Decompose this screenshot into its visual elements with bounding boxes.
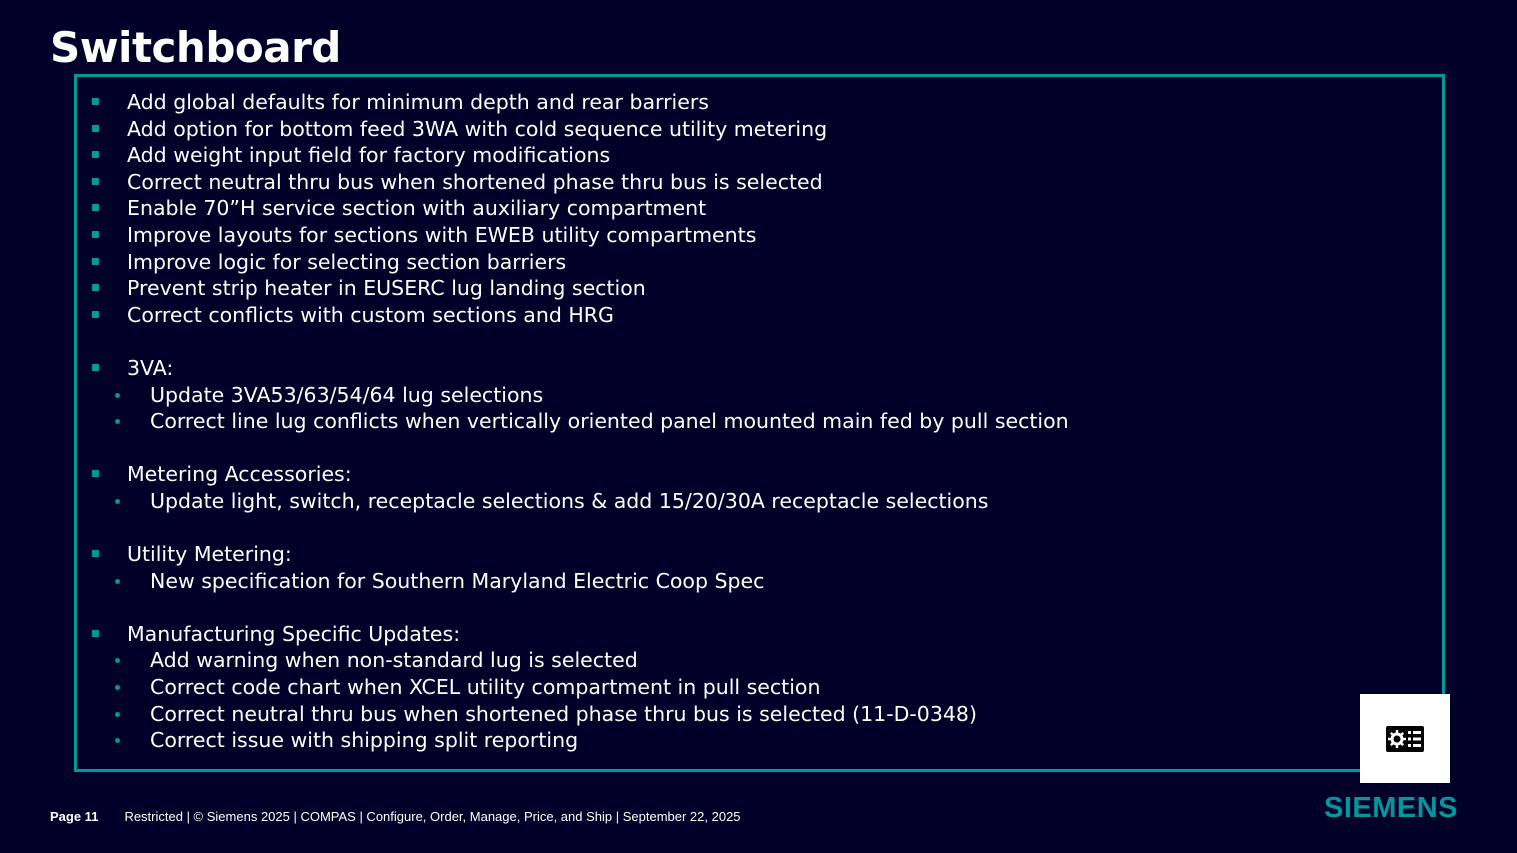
square-bullet-icon xyxy=(92,125,99,132)
list-item-text: Add warning when non-standard lug is selected xyxy=(150,648,638,673)
dot-bullet-icon xyxy=(115,738,120,743)
list-item-text: Correct line lug conflicts when vertically oriented panel mounted main fed by pull section xyxy=(150,409,1069,434)
list-item-text: Prevent strip heater in EUSERC lug landing section xyxy=(127,276,646,301)
list-item-text: Correct neutral thru bus when shortened phase thru bus is selected (11-D-0348) xyxy=(150,701,977,726)
list-item xyxy=(77,355,1442,382)
list-item-text: Add weight input field for factory modifications xyxy=(127,143,611,168)
square-bullet-icon xyxy=(92,470,99,477)
footer xyxy=(50,809,741,824)
list-item-text: Correct issue with shipping split reporting xyxy=(150,728,579,753)
dot-bullet-icon xyxy=(115,712,120,717)
settings-list-icon xyxy=(1386,726,1424,752)
square-bullet-icon xyxy=(92,178,99,185)
list-item xyxy=(77,222,1442,249)
list-item-text: Correct conflicts with custom sections and HRG xyxy=(127,302,614,327)
dot-bullet-icon xyxy=(115,419,120,424)
square-bullet-icon xyxy=(92,151,99,158)
list-spacer xyxy=(77,515,1442,542)
list-item xyxy=(77,89,1442,116)
list-item xyxy=(77,249,1442,276)
square-bullet-icon xyxy=(92,311,99,318)
list-spacer xyxy=(77,594,1442,621)
sub-list-item xyxy=(77,701,1442,728)
sub-list-item xyxy=(77,647,1442,674)
sub-list-item xyxy=(77,674,1442,701)
square-bullet-icon xyxy=(92,231,99,238)
square-bullet-icon xyxy=(92,204,99,211)
list-item-text: 3VA: xyxy=(127,355,174,380)
square-bullet-icon xyxy=(92,550,99,557)
list-item xyxy=(77,275,1442,302)
dot-bullet-icon xyxy=(115,658,120,663)
list-item xyxy=(77,302,1442,329)
dot-bullet-icon xyxy=(115,685,120,690)
list-item-text: Improve layouts for sections with EWEB utility compartments xyxy=(127,222,757,247)
list-item-text: Metering Accessories: xyxy=(127,462,352,487)
sub-list-item xyxy=(77,382,1442,409)
list-item-text: New specification for Southern Maryland Electric Coop Spec xyxy=(150,568,765,593)
sub-list-item xyxy=(77,568,1442,595)
list-item xyxy=(77,621,1442,648)
list-item-text: Correct code chart when XCEL utility compartment in pull section xyxy=(150,675,821,700)
list-spacer xyxy=(77,435,1442,462)
square-bullet-icon xyxy=(92,98,99,105)
dot-bullet-icon xyxy=(115,579,120,584)
content-box xyxy=(74,74,1445,772)
list-item xyxy=(77,142,1442,169)
bullet-list xyxy=(77,89,1442,754)
list-item-text: Add option for bottom feed 3WA with cold sequence utility metering xyxy=(127,116,828,141)
sub-list-item xyxy=(77,488,1442,515)
siemens-logo: SIEMENS xyxy=(1324,792,1459,824)
sub-list-item xyxy=(77,408,1442,435)
dot-bullet-icon xyxy=(115,393,120,398)
list-item xyxy=(77,195,1442,222)
list-item-text: Enable 70”H service section with auxiliary compartment xyxy=(127,196,707,221)
list-item-text: Add global defaults for minimum depth and rear barriers xyxy=(127,90,709,114)
list-item-text: Update 3VA53/63/54/64 lug selections xyxy=(150,382,544,407)
list-item-text: Manufacturing Specific Updates: xyxy=(127,621,461,646)
square-bullet-icon xyxy=(92,630,99,637)
list-item-text: Correct neutral thru bus when shortened phase thru bus is selected xyxy=(127,169,823,194)
list-item xyxy=(77,169,1442,196)
settings-list-icon-button[interactable] xyxy=(1360,694,1450,783)
list-item-text: Improve logic for selecting section barriers xyxy=(127,249,567,274)
list-item xyxy=(77,461,1442,488)
list-spacer xyxy=(77,328,1442,355)
list-item xyxy=(77,541,1442,568)
square-bullet-icon xyxy=(92,364,99,371)
sub-list-item xyxy=(77,727,1442,754)
page-number: Page 11 xyxy=(50,809,99,824)
list-item xyxy=(77,116,1442,143)
dot-bullet-icon xyxy=(115,499,120,504)
list-item-text: Update light, switch, receptacle selections & add 15/20/30A receptacle selections xyxy=(150,488,989,513)
square-bullet-icon xyxy=(92,284,99,291)
list-item-text: Utility Metering: xyxy=(127,542,292,567)
slide-title: Switchboard xyxy=(50,23,341,72)
square-bullet-icon xyxy=(92,258,99,265)
footer-text: Restricted | © Siemens 2025 | COMPAS | Configure, Order, Manage, Price, and Ship | September 22, 2025 xyxy=(124,809,741,824)
